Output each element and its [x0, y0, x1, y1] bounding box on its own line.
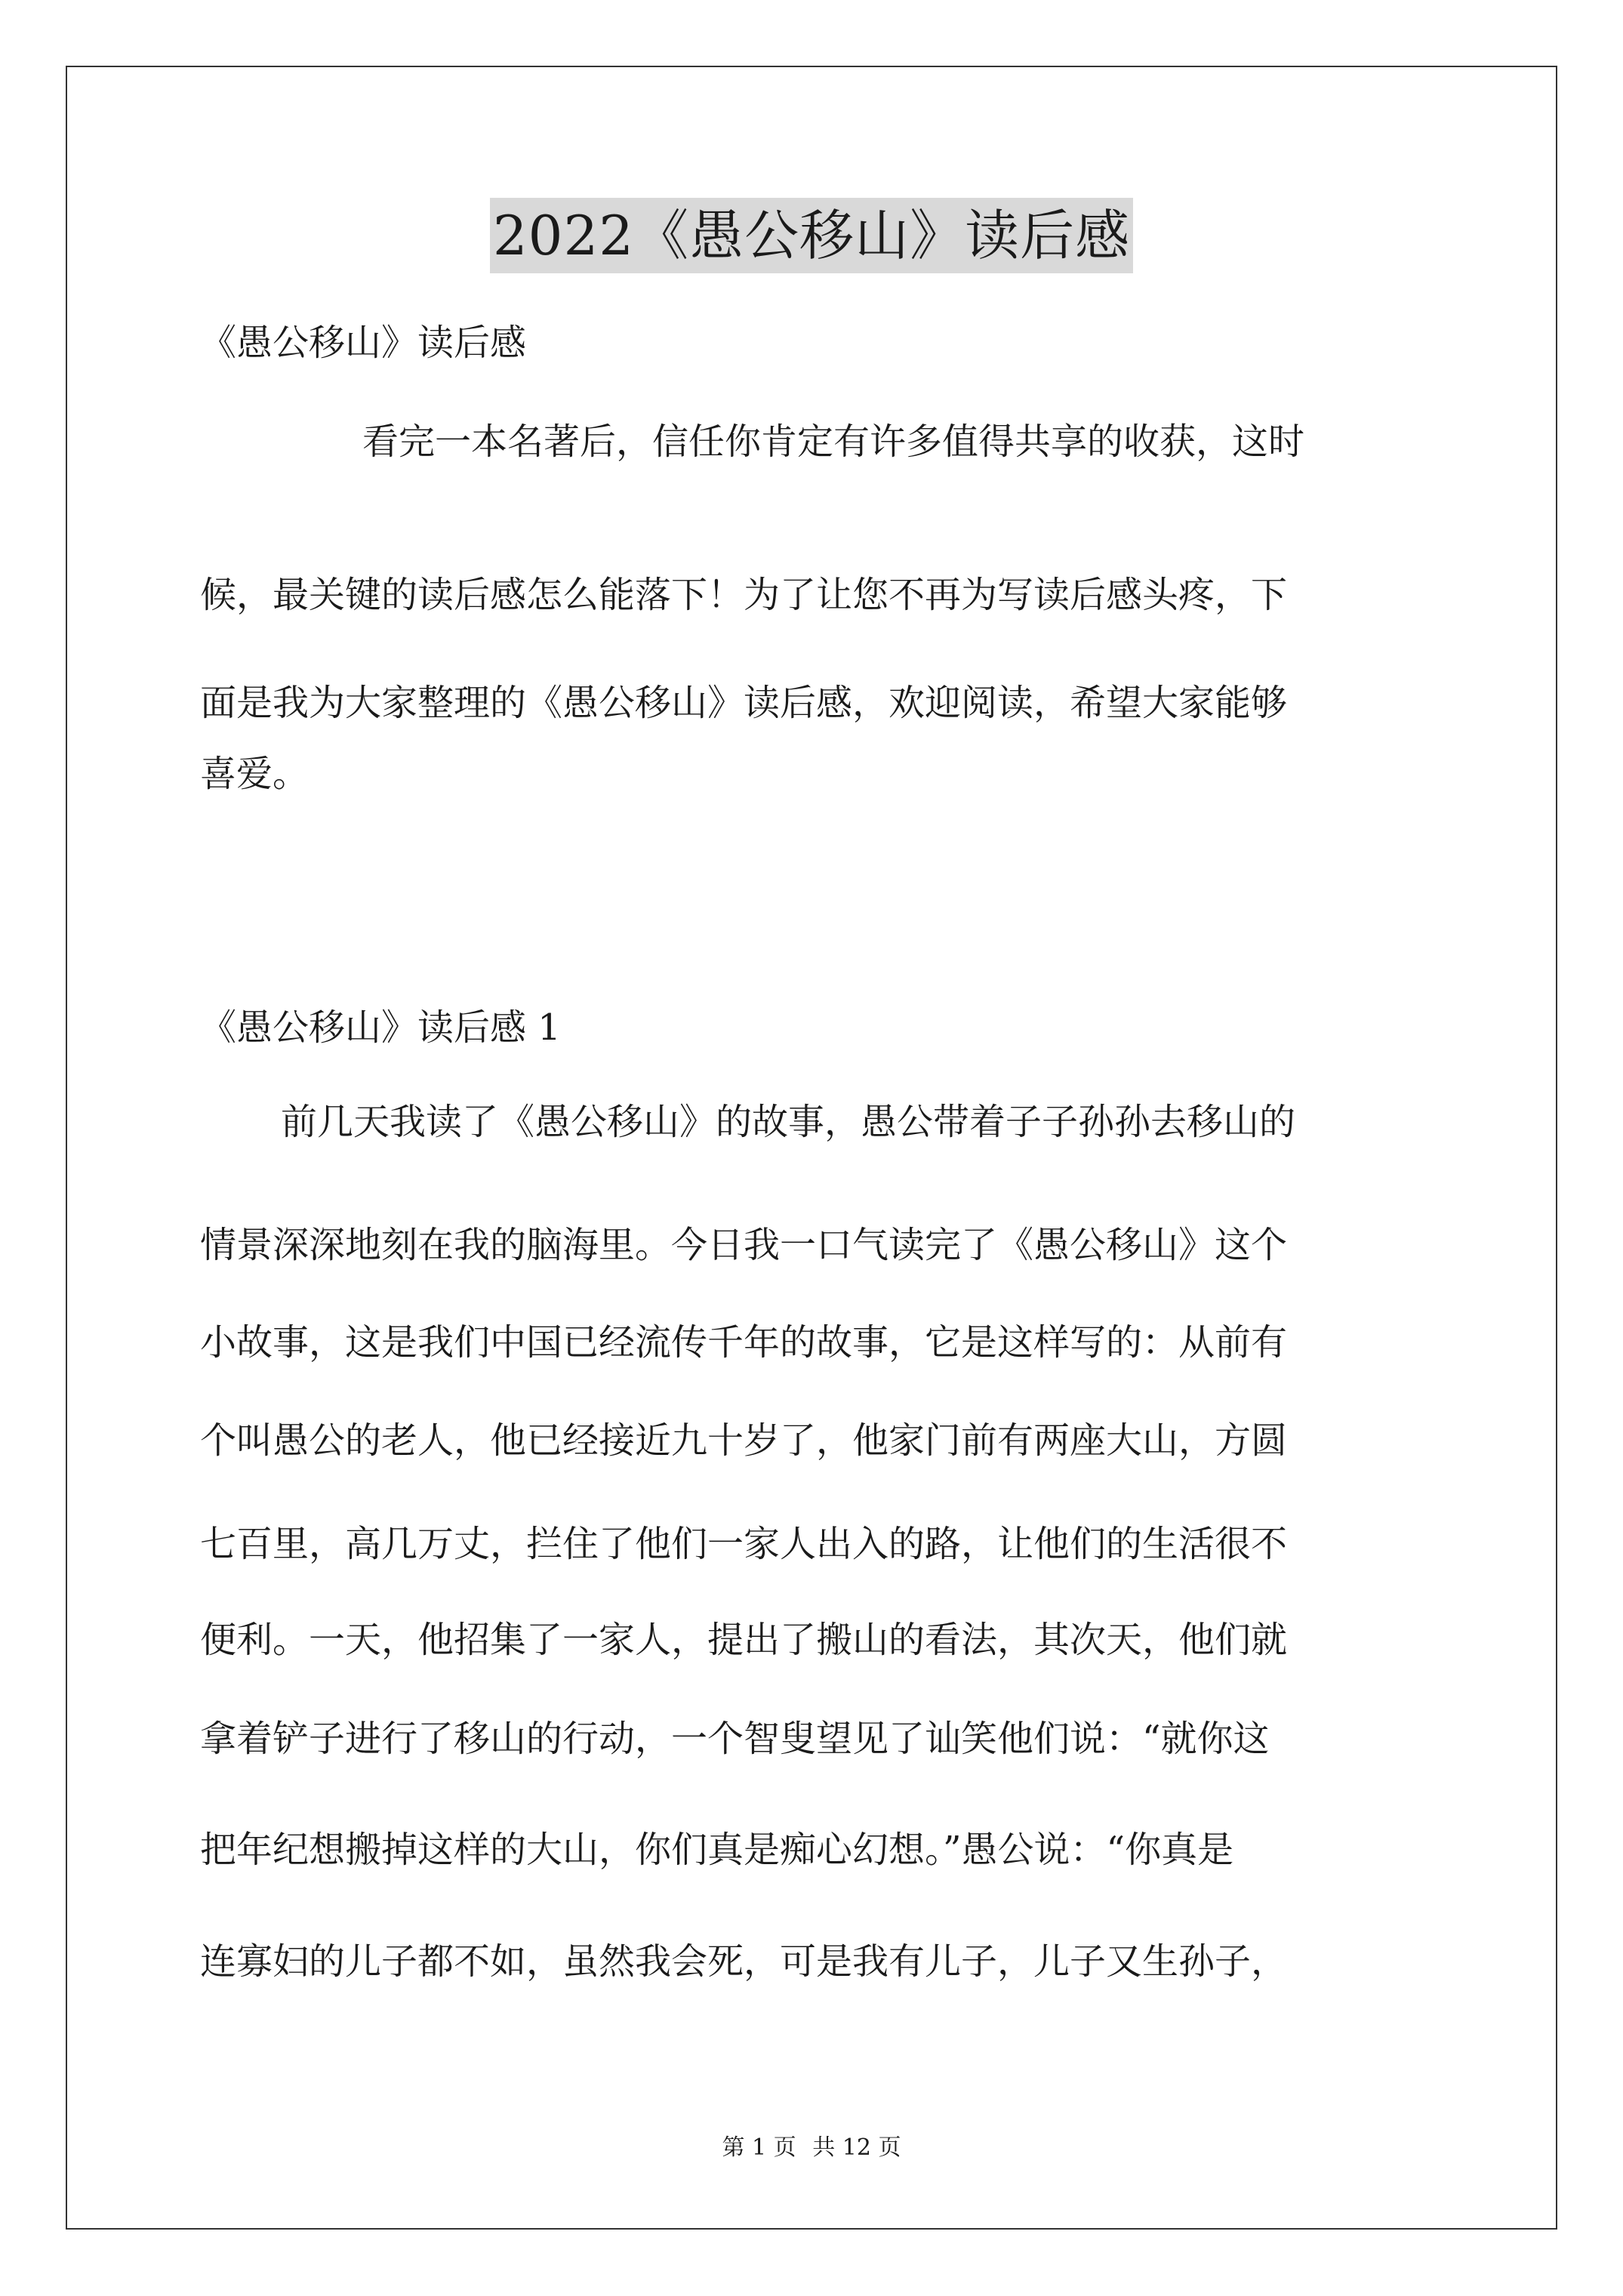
title-container — [0, 198, 1623, 273]
page-border — [66, 66, 1557, 2230]
body-line: 连寡妇的儿子都不如，虽然我会死，可是我有儿子，儿子又生孙子， — [200, 1940, 1288, 1983]
body-line: 拿着铲子进行了移山的行动，一个智叟望见了讪笑他们说：“就你这 — [200, 1718, 1270, 1760]
intro-line: 喜爱。 — [200, 753, 310, 795]
subtitle: 《愚公移山》读后感 — [200, 322, 527, 364]
page-footer — [0, 2133, 1623, 2163]
body-line: 个叫愚公的老人，他已经接近九十岁了，他家门前有两座大山，方圆 — [200, 1419, 1288, 1462]
page-total: 共 12 页 — [812, 2134, 901, 2161]
intro-line: 面是我为大家整理的《愚公移山》读后感，欢迎阅读，希望大家能够 — [200, 682, 1288, 724]
page-title: 2022《愚公移山》读后感 — [490, 198, 1133, 273]
body-line: 前几天我读了《愚公移山》的故事，愚公带着子子孙孙去移山的 — [281, 1101, 1296, 1143]
body-line: 情景深深地刻在我的脑海里。今日我一口气读完了《愚公移山》这个 — [200, 1224, 1288, 1266]
page-number: 第 1 页 — [722, 2134, 796, 2161]
body-line: 便利。一天，他招集了一家人，提出了搬山的看法，其次天，他们就 — [200, 1619, 1288, 1661]
body-line: 七百里，高几万丈，拦住了他们一家人出入的路，让他们的生活很不 — [200, 1523, 1288, 1565]
section-heading: 《愚公移山》读后感 1 — [200, 1006, 561, 1049]
body-line: 把年纪想搬掉这样的大山，你们真是痴心幻想。”愚公说：“你真是 — [200, 1829, 1234, 1871]
body-line: 小故事，这是我们中国已经流传千年的故事，它是这样写的：从前有 — [200, 1321, 1288, 1364]
intro-line: 看完一本名著后，信任你肯定有许多值得共享的收获，这时 — [362, 421, 1305, 463]
intro-line: 候，最关键的读后感怎么能落下！为了让您不再为写读后感头疼，下 — [200, 574, 1288, 616]
